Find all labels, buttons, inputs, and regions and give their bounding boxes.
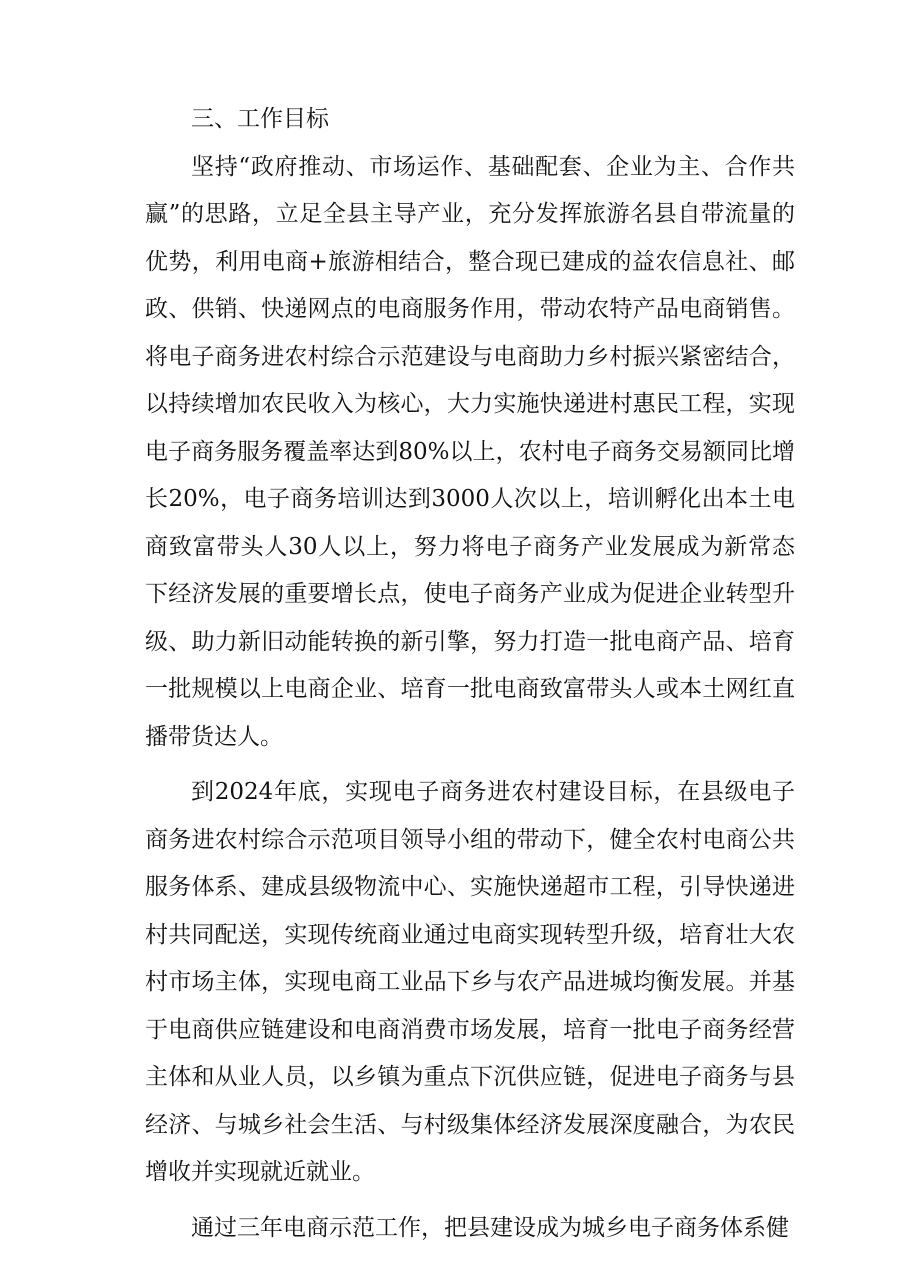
paragraph-work-principles: 坚持“政府推动、市场运作、基础配套、企业为主、合作共赢”的思路，立足全县主导产业，充分发挥旅游名县自带流量的优势，利用电商+旅游相结合，整合现已建成的益农信息社、邮政、供销、快递网点的电商服务作用，带动农特产品电商销售。将电子商务进农村综合示范建设与电商助力乡村振兴紧密结合，以持续增加农民收入为核心，大力实施快递进村惠民工程，实现电子商务服务覆盖率达到80%以上，农村电子商务交易额同比增长20%，电子商务培训达到3000人次以上，培训孵化出本土电商致富带头人30人以上，努力将电子商务产业发展成为新常态下经济发展的重要增长点，使电子商务产业成为促进企业转型升级、助力新旧动能转换的新引擎，努力打造一批电商产品、培育一批规模以上电商企业、培育一批电商致富带头人或本土网红直播带货达人。 [145, 153, 795, 750]
paragraph-three-year-work: 通过三年电商示范工作，把县建设成为城乡电子商务体系健 [191, 1214, 789, 1241]
paragraph-2024-goals: 到2024年底，实现电子商务进农村建设目标，在县级电子商务进农村综合示范项目领导小组的带动下，健全农村电商公共服务体系、建成县级物流中心、实施快递超市工程，引导快递进村共同配送，实现传统商业通过电商实现转型升级，培育壮大农村市场主体，实现电商工业品下乡与农产品进城均衡发展。并基于电商供应链建设和电商消费市场发展，培育一批电子商务经营主体和从业人员，以乡镇为重点下沉供应链，促进电子商务与县经济、与城乡社会生活、与村级集体经济发展深度融合，为农民增收并实现就近就业。 [145, 779, 795, 1185]
section-heading: 三、工作目标 [191, 106, 329, 132]
document-page [145, 96, 795, 1252]
